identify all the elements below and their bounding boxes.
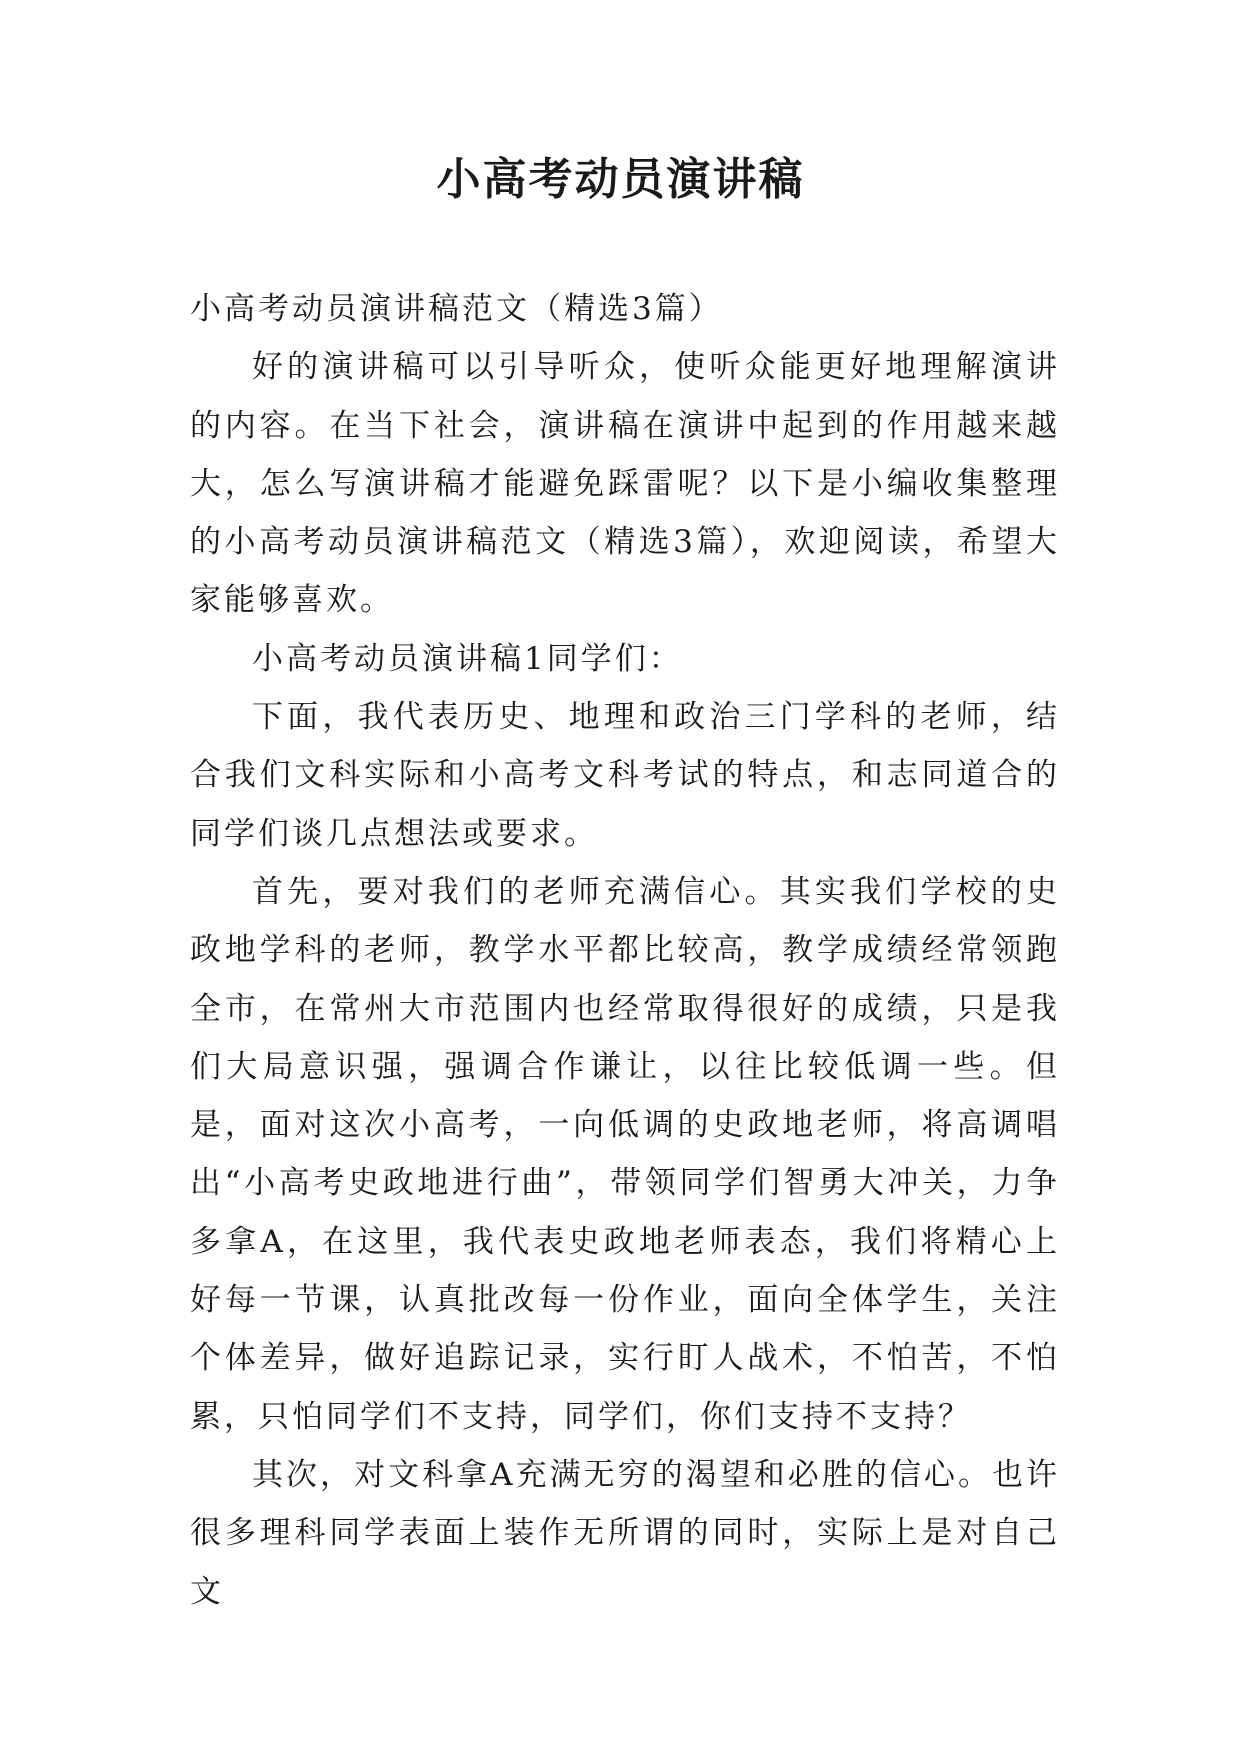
body-paragraph: 其次，对文科拿A充满无穷的渴望和必胜的信心。也许很多理科同学表面上装作无所谓的同时，实际上是对自己文 (190, 1456, 1060, 1610)
intro-paragraph: 好的演讲稿可以引导听众，使听众能更好地理解演讲的内容。在当下社会，演讲稿在演讲中起到的作用越来越大，怎么写演讲稿才能避免踩雷呢？以下是小编收集整理的小高考动员演讲稿范文（精选3篇），欢迎阅读，希望大家能够喜欢。 (190, 349, 1060, 619)
speech-heading-paragraph: 小高考动员演讲稿1同学们： (252, 640, 683, 677)
document-title: 小高考动员演讲稿 (436, 154, 805, 205)
document-body (190, 280, 1060, 1621)
subtitle-paragraph: 小高考动员演讲稿范文（精选3篇） (190, 291, 723, 327)
body-paragraph: 下面，我代表历史、地理和政治三门学科的老师，结合我们文科实际和小高考文科考试的特点，和志同道合的同学们谈几点想法或要求。 (190, 699, 1060, 852)
body-paragraph: 首先，要对我们的老师充满信心。其实我们学校的史政地学科的老师，教学水平都比较高，教学成绩经常领跑全市，在常州大市范围内也经常取得很好的成绩，只是我们大局意识强，强调合作谦让，以往比较低调一些。但是，面对这次小高考，一向低调的史政地老师，将高调唱出“小高考史政地进行曲”，带领同学们智勇大冲关，力争多拿A，在这里，我代表史政地老师表态，我们将精心上好每一节课，认真批改每一份作业，面向全体学生，关注个体差异，做好追踪记录，实行盯人战术，不怕苦，不怕累，只怕同学们不支持，同学们，你们支持不支持？ (190, 873, 1060, 1435)
